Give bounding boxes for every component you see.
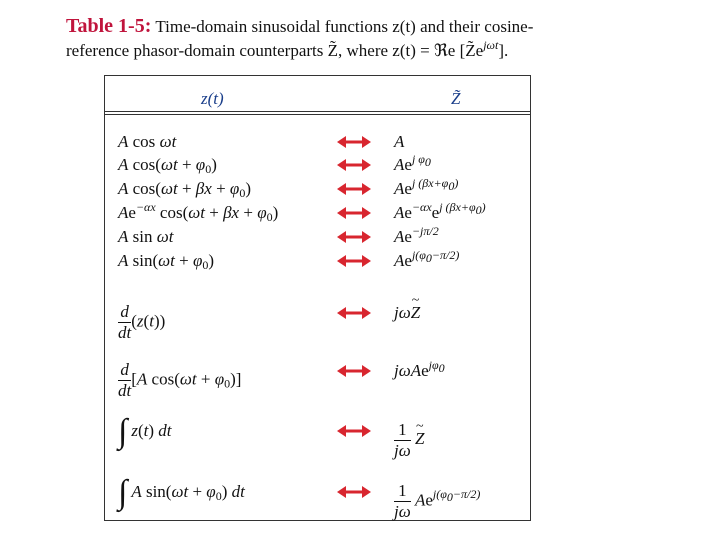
double-arrow-icon [337, 485, 371, 499]
phasor-expr: $Ae^{j(\varphi_0-\pi/2)}$ [394, 248, 460, 270]
time-domain-expr: $\frac{d}{dt}$ (z(t)) [118, 302, 166, 342]
double-arrow-icon [337, 182, 371, 196]
time-domain-expr: ∫ A $\sin(\omega t + \varphi_0)$ dt [118, 474, 245, 512]
caption-line2-end: ]. [498, 41, 509, 60]
table-row [105, 226, 530, 248]
double-arrow-icon [337, 254, 371, 268]
double-arrow-icon [337, 206, 371, 220]
caption-line2-sup: jωt [483, 38, 499, 52]
time-domain-expr: $Ae^{-\alpha x}$ $\cos(\omega t + \beta x + \varphi_0)$ [118, 200, 279, 224]
phasor-expr: jωAe$^{j\varphi_0}$ [394, 358, 445, 380]
time-domain-expr: A $\sin(\omega t + \varphi_0)$ [118, 251, 215, 272]
caption-line2: reference phasor-domain counterparts Z̃, where z(t) = ℜe [Z̃e [66, 41, 484, 60]
double-arrow-icon [337, 424, 371, 438]
phasor-table [104, 75, 531, 521]
table-row [105, 131, 530, 153]
table-row [105, 413, 530, 460]
double-arrow-icon [337, 306, 371, 320]
table-row [105, 178, 530, 200]
double-arrow-icon [337, 364, 371, 378]
table-caption [66, 14, 706, 63]
time-domain-expr: $\frac{d}{dt}$ [A $\cos(\omega t + \varphi_0)$] [118, 360, 242, 400]
col-header-phasor: Z̃ [451, 89, 461, 108]
time-domain-expr: A sin ωt [118, 227, 174, 246]
header-rule-top [105, 111, 530, 112]
header-rule-bottom [105, 114, 530, 115]
phasor-expr: $Ae^{j (\beta x+\varphi_0)}$ [394, 176, 459, 198]
phasor-expr: jω~ Z [394, 302, 420, 324]
table-row [105, 358, 530, 400]
table-row [105, 474, 530, 521]
phasor-expr: $\frac{1}{j\omega}$ $Ae^{j(\varphi_0-\pi/2)}$ [394, 481, 481, 521]
phasor-expr: A [394, 132, 405, 151]
table-row [105, 202, 530, 224]
phasor-expr: $Ae^{-j\pi/2}$ [394, 224, 439, 246]
phasor-expr: $Ae^{-\alpha x}e^{j (\beta x+\varphi_0)}$ [394, 200, 486, 222]
time-domain-expr: A $\cos(\omega t + \beta x + \varphi_0)$ [118, 179, 251, 200]
double-arrow-icon [337, 135, 371, 149]
table-row [105, 154, 530, 176]
phasor-expr: $\frac{1}{j\omega}$ ~ Z [394, 420, 424, 461]
col-header-time: z(t) [201, 89, 224, 108]
time-domain-expr: A $\cos(\omega t + \varphi_0)$ [118, 155, 217, 176]
table-row [105, 302, 530, 342]
phasor-expr: $Ae^{j \varphi_0}$ [394, 152, 431, 174]
time-domain-expr: ∫ z(t) dt [118, 413, 172, 451]
double-arrow-icon [337, 158, 371, 172]
caption-line1: Time-domain sinusoidal functions z(t) and their cosine- [155, 17, 534, 36]
caption-label: Table 1-5: [66, 15, 152, 37]
table-row [105, 250, 530, 272]
double-arrow-icon [337, 230, 371, 244]
time-domain-expr: A cos ωt [118, 132, 177, 151]
